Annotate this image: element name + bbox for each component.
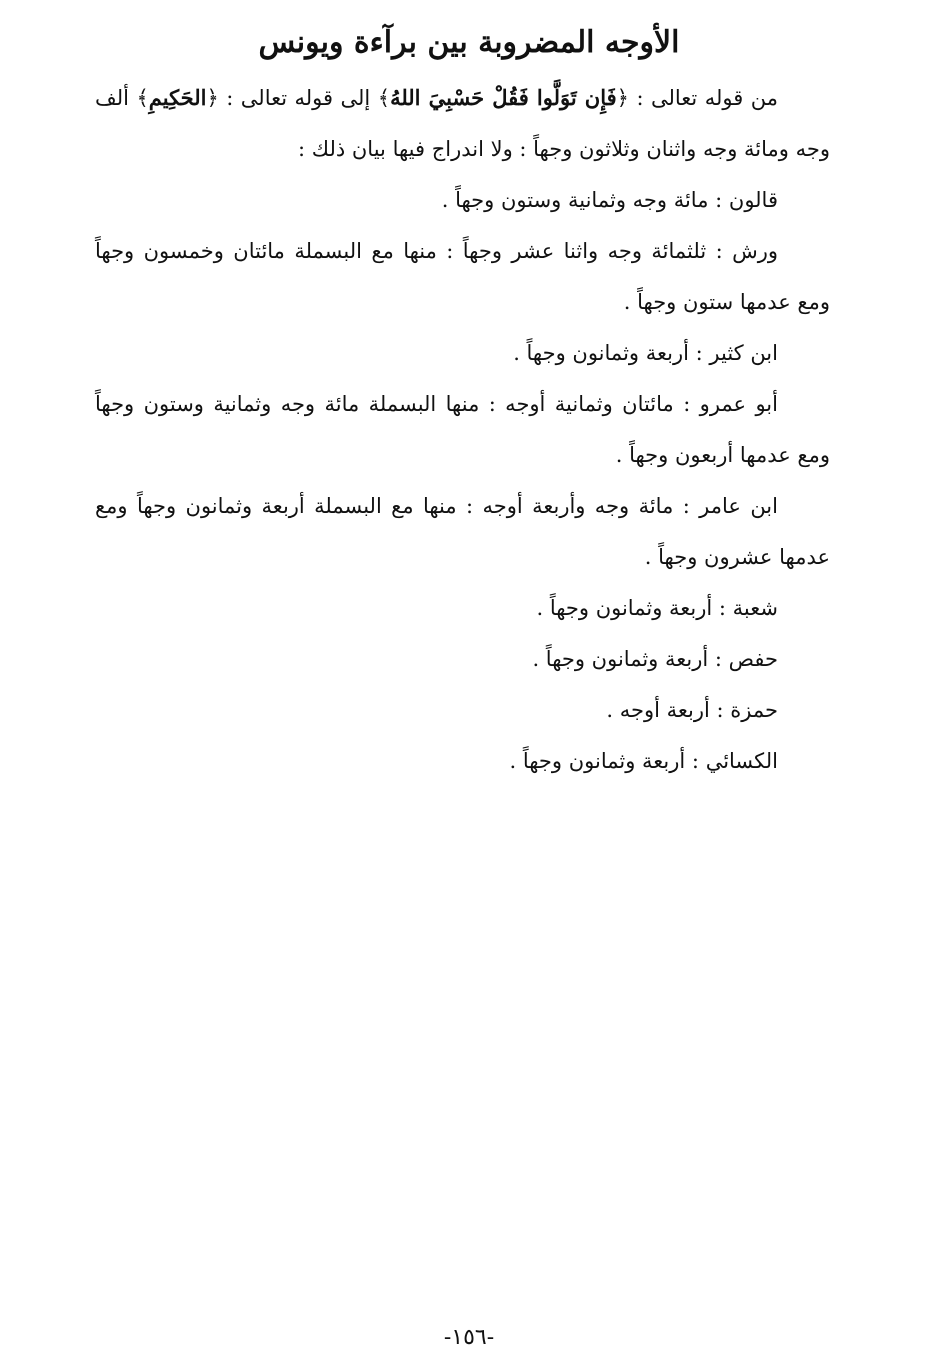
reader-text: مائة وجه وثمانية وستون وجهاً . (441, 188, 709, 212)
page-number: -١٥٦- (443, 1325, 495, 1350)
quran-bracket-open-2: ﴿ (206, 86, 219, 110)
quran-quote-1: فَإِن تَوَلَّوا فَقُلْ حَسْبِيَ اللهُ (390, 85, 617, 110)
reader-text: أربعة وثمانون وجهاً . (509, 749, 686, 773)
quran-bracket-open: ﴿ (616, 86, 629, 110)
document-body (95, 72, 830, 787)
quran-quote-2: الحَكِيمِ (148, 85, 207, 110)
reader-entry-kisai (95, 736, 830, 787)
reader-name: ابن عامر (699, 494, 778, 518)
intro-middle: إلى قوله تعالى : (226, 86, 371, 110)
quran-bracket-close: ﴾ (377, 86, 391, 110)
separator: : (706, 239, 733, 263)
separator: : (688, 341, 710, 365)
separator: : (673, 494, 700, 518)
reader-entry-abu-amr (95, 379, 830, 481)
separator: : (712, 596, 733, 620)
reader-name: حفص (728, 647, 778, 671)
reader-name: ورش (732, 239, 778, 263)
reader-text: ثلثمائة وجه واثنا عشر وجهاً : منها مع البسملة مائتان وخمسون وجهاً ومع عدمها ستون وجهاً . (95, 239, 830, 314)
intro-prefix: من قوله تعالى : (636, 86, 778, 110)
reader-entry-hafs (95, 634, 830, 685)
reader-text: أربعة أوجه . (606, 698, 710, 722)
reader-name: الكسائي (705, 749, 778, 773)
quran-bracket-close-2: ﴾ (136, 86, 149, 110)
reader-entry-warsh (95, 226, 830, 328)
reader-entry-hamza (95, 685, 830, 736)
reader-text: أربعة وثمانون وجهاً . (513, 341, 689, 365)
intro-paragraph (95, 72, 830, 175)
reader-text: مائة وجه وأربعة أوجه : منها مع البسملة أربعة وثمانون وجهاً ومع عدمها عشرون وجهاً . (95, 494, 830, 569)
separator: : (685, 749, 706, 773)
reader-entry-ibn-kathir (95, 328, 830, 379)
reader-text: أربعة وثمانون وجهاً . (536, 596, 713, 620)
reader-name: حمزة (730, 698, 778, 722)
reader-entry-ibn-amir (95, 481, 830, 583)
separator: : (709, 698, 731, 722)
reader-name: ابن كثير (709, 341, 778, 365)
separator: : (708, 647, 729, 671)
reader-text: أربعة وثمانون وجهاً . (532, 647, 709, 671)
reader-entry-qalun (95, 175, 830, 226)
reader-name: قالون (728, 188, 778, 212)
page-title: الأوجه المضروبة بين برآءة ويونس (258, 25, 680, 60)
intro-rest: ألف وجه ومائة وجه واثنان وثلاثون وجهاً : ولا اندراج فيها بيان ذلك : (95, 86, 830, 161)
reader-text: مائتان وثمانية أوجه : منها البسملة مائة وجه وثمانية وستون وجهاً ومع عدمها أربعون وجهاً . (95, 392, 830, 467)
separator: : (708, 188, 729, 212)
reader-entry-shuba (95, 583, 830, 634)
reader-name: أبو عمرو (699, 392, 778, 416)
separator: : (673, 392, 700, 416)
reader-name: شعبة (732, 596, 778, 620)
